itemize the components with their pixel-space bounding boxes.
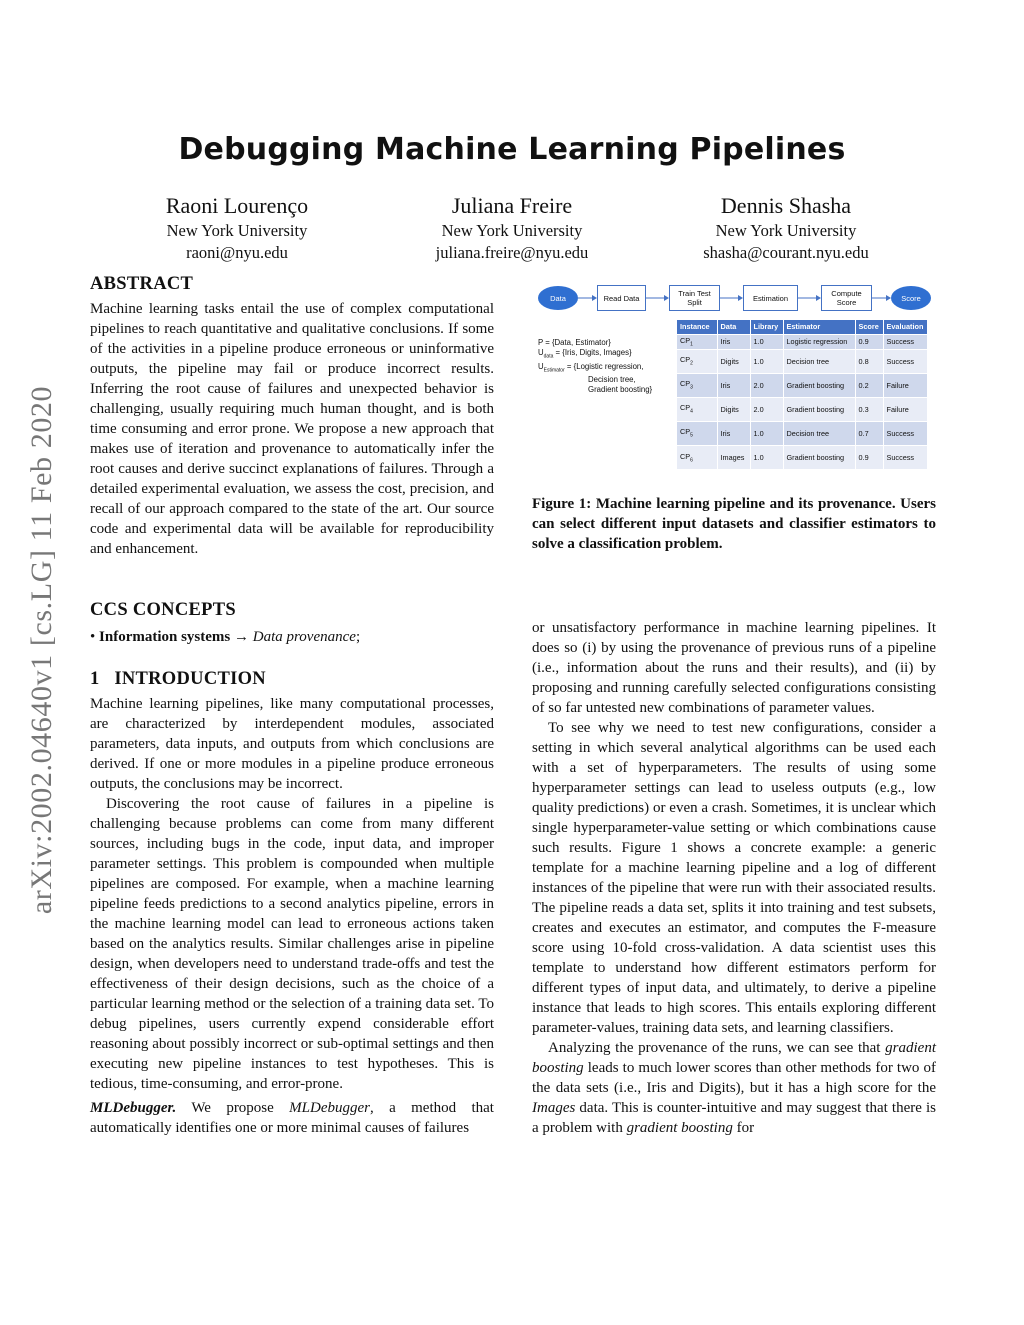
data-cell: Iris	[717, 334, 750, 349]
instance-cell	[677, 373, 717, 397]
instance-index: 2	[690, 360, 693, 367]
parameter-spec	[538, 338, 652, 395]
body-emphasis: gradient boosting	[532, 1040, 936, 1076]
evaluation-cell: Failure	[883, 373, 927, 397]
instance-index: 6	[690, 456, 693, 463]
mldebugger-lead: MLDebugger.	[90, 1100, 177, 1116]
abstract-text: Machine learning tasks entail the use of complex computational pipelines to reach quantitative and qualitative conclusions. If some of the activities in a pipeline produce erroneous or uninformative outputs, the pipeline may fail or produce incorrect results. Inferring the root cause of failures and unexpected behavior is challenging, usually requiring much human thought, and is both time consuming and error prone. We propose a new approach that makes use of iteration and provenance to automatically infer the root causes and derive succinct explanations of failures. Through a detailed experimental evaluation, we assess the cost, precision, and recall of our approach compared to the state of the art. Our source code and experimental data will be available for reproducibility and enhancement.	[90, 301, 494, 557]
param-line	[538, 348, 652, 362]
estimator-cell: Logistic regression	[783, 334, 855, 349]
column-header: Library	[750, 320, 783, 334]
table-row	[677, 334, 927, 349]
author-email: juliana.freire@nyu.edu	[435, 243, 589, 262]
body-paragraph	[532, 1038, 936, 1138]
library-cell: 1.0	[750, 334, 783, 349]
estimator-cell: Decision tree	[783, 349, 855, 373]
param-line: P = {Data, Estimator}	[538, 338, 611, 347]
column-header: Evaluation	[883, 320, 927, 334]
node-label: Train Test	[678, 289, 711, 298]
instance-label: CP	[680, 403, 691, 413]
node-label: Score	[836, 298, 857, 307]
instance-cell	[677, 334, 717, 349]
arxiv-stamp	[18, 350, 66, 950]
param-value: = {Iris, Digits, Images}	[553, 348, 632, 357]
right-column-text	[532, 618, 936, 1138]
train-test-split-node	[669, 285, 720, 311]
column-header: Estimator	[783, 320, 855, 334]
abstract-heading: ABSTRACT	[90, 274, 194, 294]
evaluation-cell: Success	[883, 349, 927, 373]
library-cell: 1.0	[750, 421, 783, 445]
table-body	[677, 334, 927, 469]
instance-cell	[677, 397, 717, 421]
table-row	[677, 445, 927, 469]
param-subscript: Estimator	[543, 367, 565, 374]
paper-title: Debugging Machine Learning Pipelines	[178, 132, 846, 167]
body-emphasis: Images	[532, 1100, 576, 1116]
intro-emphasis: MLDebugger	[289, 1100, 370, 1116]
score-cell: 0.7	[855, 421, 883, 445]
figure-1	[534, 282, 934, 474]
score-cell: 0.2	[855, 373, 883, 397]
estimator-cell: Gradient boosting	[783, 373, 855, 397]
instance-index: 5	[690, 432, 693, 439]
node-label: Split	[687, 298, 702, 307]
table-row	[677, 373, 927, 397]
figure-caption: Figure 1: Machine learning pipeline and its provenance. Users can select different input datasets and classifier estimators to solve a classification problem.	[532, 496, 936, 552]
score-node: Score	[891, 286, 931, 310]
intro-title: INTRODUCTION	[114, 669, 266, 689]
instance-cell	[677, 349, 717, 373]
estimator-cell: Gradient boosting	[783, 445, 855, 469]
param-symbol: U	[538, 361, 544, 371]
body-text: data. This is counter-intuitive and may suggest that there is a problem with	[532, 1100, 936, 1136]
param-line	[538, 362, 652, 376]
body-emphasis: gradient boosting	[626, 1120, 733, 1136]
instance-label: CP	[680, 451, 691, 461]
instance-index: 1	[690, 341, 693, 348]
body-paragraph: or unsatisfactory performance in machine learning pipelines. It does so (i) by using the provenance of previous runs of a pipeline (i.e., information about the runs and their results), and (ii) by proposing and running carefully selected configurations consisting of so far untested new combinations of parameter values.	[532, 620, 936, 716]
evaluation-cell: Success	[883, 445, 927, 469]
read-data-node: Read Data	[597, 285, 646, 311]
ccs-heading: CCS CONCEPTS	[90, 600, 236, 620]
column-header: Score	[855, 320, 883, 334]
evaluation-cell: Success	[883, 421, 927, 445]
intro-paragraph: Machine learning pipelines, like many computational processes, are characterized by interdependent modules, associated parameters, data inputs, and outputs from which conclusions are derived. If one or more modules in a pipeline produce erroneous outputs, the conclusions may be incorrect.	[90, 696, 494, 792]
instance-label: CP	[680, 355, 691, 365]
ccs-section	[90, 600, 494, 647]
intro-text: , a method that automatically identifies one or more minimal causes of failures	[90, 1100, 494, 1136]
instance-index: 3	[690, 384, 693, 391]
param-value: = {Logistic regression,	[564, 361, 644, 371]
intro-paragraph	[90, 1098, 494, 1138]
column-header: Data	[717, 320, 750, 334]
library-cell: 2.0	[750, 373, 783, 397]
body-text: for	[732, 1120, 755, 1136]
author-block	[107, 192, 367, 264]
ccs-arrow: →	[234, 629, 250, 645]
param-line: Gradient boosting}	[588, 385, 653, 395]
intro-text: We propose	[176, 1100, 290, 1116]
table-row	[677, 397, 927, 421]
data-cell: Images	[717, 445, 750, 469]
author-block	[656, 192, 916, 264]
body-paragraph: To see why we need to test new configurations, consider a setting in which several analytical algorithms can be used each with a set of hyperparameters. The results of using some hyperparameter settings can lead to useless outputs (e.g., low quality predictions) or even a crash. Sometimes, it is unclear which single hyperparameter-value setting or which combinations cause such results. Figure 1 shows a concrete example: a generic template for a machine learning pipeline and a log of different instances of the pipeline that were run with their associated results. The pipeline reads a data set, splits it into training and test subsets, creates and executes an estimator, and computes the F-measure score using 10-fold cross-validation. A data scientist uses this template to understand how different estimators perform for different types of input data, and ultimately, to derive a pipeline instance that leads to high scores. This entails exploring different parameter-values, training data sets, and learning classifiers.	[532, 720, 936, 1036]
param-subscript: data	[543, 353, 554, 360]
instance-label: CP	[680, 335, 691, 345]
pipeline-diagram	[534, 282, 934, 322]
data-cell: Iris	[717, 421, 750, 445]
ccs-bullet: •	[90, 629, 96, 645]
intro-section	[90, 669, 494, 1138]
library-cell: 2.0	[750, 397, 783, 421]
node-label: Compute	[831, 289, 862, 298]
instance-label: CP	[680, 427, 691, 437]
evaluation-cell: Success	[883, 334, 927, 349]
ccs-tail: ;	[355, 629, 361, 645]
provenance-table	[677, 320, 928, 469]
data-node: Data	[538, 286, 578, 310]
instance-index: 4	[690, 408, 693, 415]
param-line: Decision tree,	[588, 375, 636, 385]
table-row	[677, 349, 927, 373]
score-cell: 0.9	[855, 445, 883, 469]
evaluation-cell: Failure	[883, 397, 927, 421]
instance-label: CP	[680, 379, 691, 389]
column-header: Instance	[677, 320, 717, 334]
author-affiliation: New York University	[166, 221, 308, 240]
ccs-concept	[90, 627, 494, 647]
instance-cell	[677, 445, 717, 469]
author-name: Raoni Lourenço	[165, 193, 309, 218]
param-symbol: U	[538, 348, 544, 357]
ccs-strong: Information systems	[99, 629, 231, 645]
arxiv-id: arXiv:2002.04640v1 [cs.LG] 11 Feb 2020	[25, 385, 58, 915]
library-cell: 1.0	[750, 349, 783, 373]
author-name: Juliana Freire	[451, 193, 573, 218]
author-affiliation: New York University	[715, 221, 857, 240]
author-email: shasha@courant.nyu.edu	[703, 243, 869, 262]
intro-heading	[90, 669, 494, 690]
data-cell: Digits	[717, 349, 750, 373]
estimation-node: Estimation	[743, 285, 798, 311]
author-name: Dennis Shasha	[720, 193, 852, 218]
score-cell: 0.3	[855, 397, 883, 421]
score-cell: 0.8	[855, 349, 883, 373]
ccs-italic: Data provenance	[252, 629, 356, 645]
table-row	[677, 421, 927, 445]
author-email: raoni@nyu.edu	[186, 243, 288, 262]
instance-cell	[677, 421, 717, 445]
estimator-cell: Gradient boosting	[783, 397, 855, 421]
data-cell: Digits	[717, 397, 750, 421]
compute-score-node	[821, 285, 872, 311]
intro-paragraph: Discovering the root cause of failures in a pipeline is challenging because problems can come from many different sources, including bugs in the code, input data, and improper parameter settings. This problem is compounded when multiple pipelines are composed. For example, when a machine learning pipeline feeds predictions to a second analytics pipeline, errors in the machine learning model can lead to erroneous actions taken based on the analytics results. Similar challenges arise in pipeline design, when developers need to understand trade-offs and test the effectiveness of their design decisions, such as the choice of a particular learning method or the selection of a training data set. To debug pipelines, users currently expend considerable effort reasoning about possibly incorrect or sub-optimal settings and then executing new pipeline instances to test hypotheses. This is tedious, time-consuming, and error-prone.	[90, 796, 494, 1092]
body-text: Analyzing the provenance of the runs, we can see that	[548, 1040, 886, 1056]
abstract-section	[90, 274, 494, 559]
estimator-cell: Decision tree	[783, 421, 855, 445]
body-text: leads to much lower scores than other methods for two of the data sets (i.e., Iris and Digits), but it has a high score for the	[532, 1060, 936, 1096]
table-header-row	[677, 320, 927, 334]
author-affiliation: New York University	[441, 221, 583, 240]
author-block	[382, 192, 642, 264]
intro-number: 1	[90, 669, 100, 689]
data-cell: Iris	[717, 373, 750, 397]
library-cell: 1.0	[750, 445, 783, 469]
score-cell: 0.9	[855, 334, 883, 349]
